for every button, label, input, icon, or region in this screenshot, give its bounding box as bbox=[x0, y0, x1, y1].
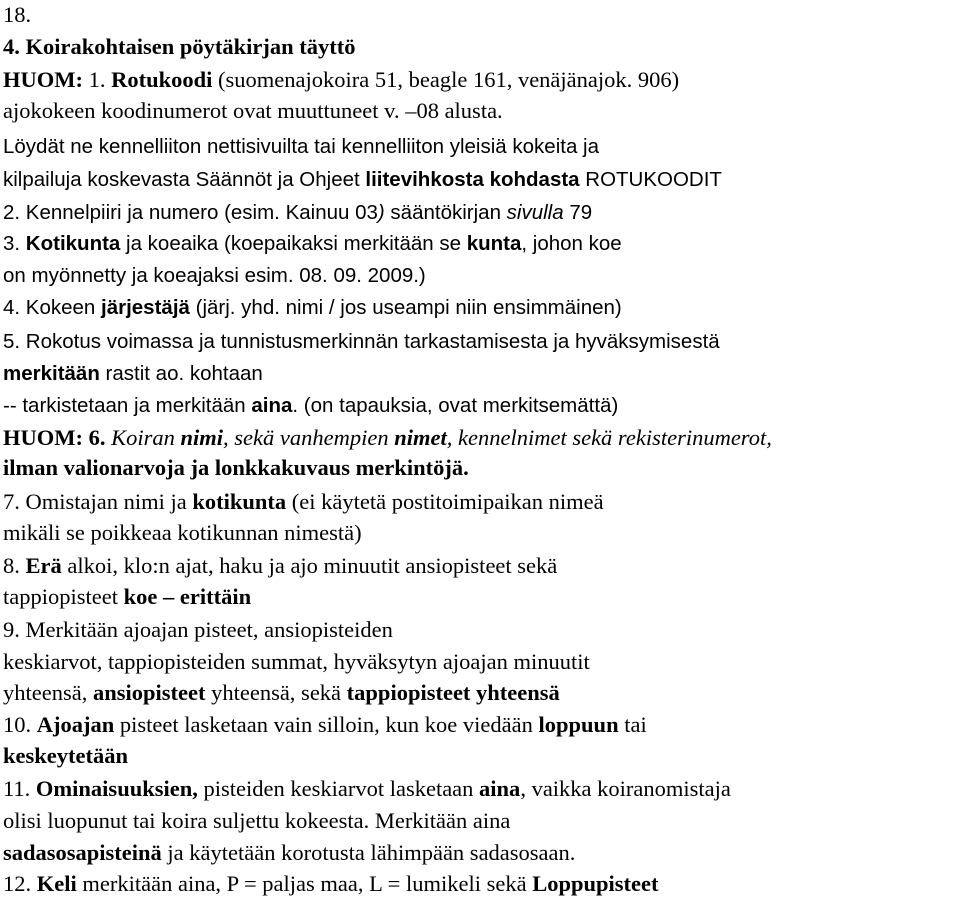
text-line-10 bbox=[3, 359, 263, 389]
text-line-2: ajokokeen koodinumerot ovat muuttuneet v. –08 alusta. bbox=[3, 98, 503, 123]
text-run-bold: merkitään bbox=[3, 362, 100, 385]
text-line-7: on myönnetty ja koeajaksi esim. 08. 09. 2009.) bbox=[3, 264, 426, 287]
text-run: , johon koe bbox=[521, 232, 622, 255]
text-run-bold-italic: nimet bbox=[394, 425, 447, 450]
text-line-26 bbox=[3, 869, 658, 899]
text-line-4 bbox=[3, 165, 722, 195]
text-run: , vaikka koiranomistaja bbox=[520, 776, 731, 801]
text-run: sääntökirjan bbox=[384, 201, 507, 224]
text-run: alkoi, klo:n ajat, haku ja ajo minuutit ansiopisteet sekä bbox=[61, 553, 558, 578]
text-line-20 bbox=[3, 678, 560, 708]
text-line-12 bbox=[3, 423, 772, 453]
text-line-18: 9. Merkitään ajoajan pisteet, ansiopisteiden bbox=[3, 617, 393, 642]
text-line-24: olisi luopunut tai koira suljettu kokeesta. Merkitään aina bbox=[3, 808, 511, 833]
text-run-bold: Kotikunta bbox=[25, 232, 121, 255]
text-run-bold: Ominaisuuksien, bbox=[35, 776, 198, 801]
text-line-14 bbox=[3, 487, 604, 517]
text-run-bold: ansiopisteet bbox=[92, 680, 206, 705]
text-run: 10. bbox=[3, 712, 37, 737]
text-run-italic: , sekä vanhempien bbox=[223, 425, 395, 450]
text-line-1 bbox=[3, 65, 679, 95]
text-line-3: Löydät ne kennelliiton nettisivuilta tai kennelliiton yleisiä kokeita ja bbox=[3, 135, 599, 158]
text-line-25 bbox=[3, 838, 575, 868]
text-run: tai bbox=[618, 712, 647, 737]
text-run: yhteensä, bbox=[3, 680, 93, 705]
text-run: ROTUKOODIT bbox=[579, 168, 722, 191]
text-line-19: keskiarvot, tappiopisteiden summat, hyväksytyn ajoajan minuutit bbox=[3, 649, 590, 674]
text-run-bold: kotikunta bbox=[192, 489, 287, 514]
text-run-bold: Erä bbox=[25, 553, 62, 578]
text-run: ja käytetään korotusta lähimpään sadasosaan. bbox=[161, 840, 576, 865]
text-line-9: 5. Rokotus voimassa ja tunnistusmerkinnän tarkastamisesta ja hyväksymisestä bbox=[3, 330, 720, 353]
text-run-bold: aina bbox=[479, 776, 521, 801]
note-label: HUOM: bbox=[3, 67, 83, 92]
text-run: pisteet lasketaan vain silloin, kun koe viedään bbox=[114, 712, 539, 737]
section-title: 4. Koirakohtaisen pöytäkirjan täyttö bbox=[3, 34, 356, 59]
text-run: 12. bbox=[3, 871, 37, 896]
text-run: -- tarkistetaan ja merkitään bbox=[3, 394, 252, 417]
text-run: 4. Kokeen bbox=[3, 296, 102, 319]
text-line-21 bbox=[3, 710, 647, 740]
text-run: rastit ao. kohtaan bbox=[99, 362, 263, 385]
text-run-bold: Keli bbox=[36, 871, 77, 896]
text-line-5 bbox=[3, 198, 592, 228]
text-run-bold: Ajoajan bbox=[36, 712, 115, 737]
text-run: ja koeaika (koepaikaksi merkitään se bbox=[120, 232, 467, 255]
text-run-bold: sadasosapisteinä bbox=[3, 840, 162, 865]
text-run: 11. bbox=[3, 776, 36, 801]
text-run-bold: liitevihkosta kohdasta bbox=[365, 168, 580, 191]
text-run-italic: ) bbox=[377, 201, 385, 224]
text-run: 2. Kennelpiiri ja numero (esim. Kainuu 03 bbox=[3, 201, 378, 224]
text-line-15: mikäli se poikkeaa kotikunnan nimestä) bbox=[3, 520, 362, 545]
text-run-bold: tappiopisteet yhteensä bbox=[346, 680, 560, 705]
text-run-bold: järjestäjä bbox=[101, 296, 190, 319]
text-line-23 bbox=[3, 774, 731, 804]
text-run: (järj. yhd. nimi / jos useampi niin ensimmäinen) bbox=[189, 296, 622, 319]
text-run-italic: Koiran bbox=[105, 425, 181, 450]
text-run: 3. bbox=[3, 232, 26, 255]
text-run: 7. Omistajan nimi ja bbox=[3, 489, 193, 514]
text-line-11 bbox=[3, 391, 618, 421]
text-run: 1. bbox=[82, 67, 112, 92]
text-run: merkitään aina, P = paljas maa, L = lumikeli sekä bbox=[76, 871, 533, 896]
text-run-bold: Loppupisteet bbox=[532, 871, 659, 896]
text-run: kilpailuja koskevasta Säännöt ja Ohjeet bbox=[3, 168, 366, 191]
text-run: (suomenajokoira 51, beagle 161, venäjänajok. 906) bbox=[212, 67, 680, 92]
text-run: tappiopisteet bbox=[3, 584, 124, 609]
text-run-italic: , kennelnimet sekä rekisterinumerot, bbox=[446, 425, 772, 450]
text-run-bold: loppuun bbox=[538, 712, 619, 737]
page-number: 18. bbox=[3, 2, 32, 27]
text-line-17 bbox=[3, 582, 251, 612]
text-run: . (on tapauksia, ovat merkitsemättä) bbox=[292, 394, 619, 417]
text-line-22: keskeytetään bbox=[3, 743, 128, 768]
text-run: 79 bbox=[563, 201, 593, 224]
text-line-6 bbox=[3, 229, 622, 259]
text-line-13: ilman valionarvoja ja lonkkakuvaus merkintöjä. bbox=[3, 455, 469, 480]
text-run: (ei käytetä postitoimipaikan nimeä bbox=[286, 489, 604, 514]
text-run-bold: Rotukoodi bbox=[111, 67, 213, 92]
text-run-italic: sivulla bbox=[506, 201, 564, 224]
text-run-bold: aina bbox=[251, 394, 293, 417]
note-label: HUOM: 6. bbox=[3, 425, 106, 450]
text-run-bold: kunta bbox=[466, 232, 522, 255]
text-run: pisteiden keskiarvot lasketaan bbox=[197, 776, 480, 801]
text-line-8 bbox=[3, 293, 622, 323]
text-run-bold-italic: nimi bbox=[180, 425, 224, 450]
text-run: 8. bbox=[3, 553, 26, 578]
text-run-bold: koe – erittäin bbox=[123, 584, 252, 609]
text-line-16 bbox=[3, 551, 557, 581]
text-run: yhteensä, sekä bbox=[205, 680, 347, 705]
